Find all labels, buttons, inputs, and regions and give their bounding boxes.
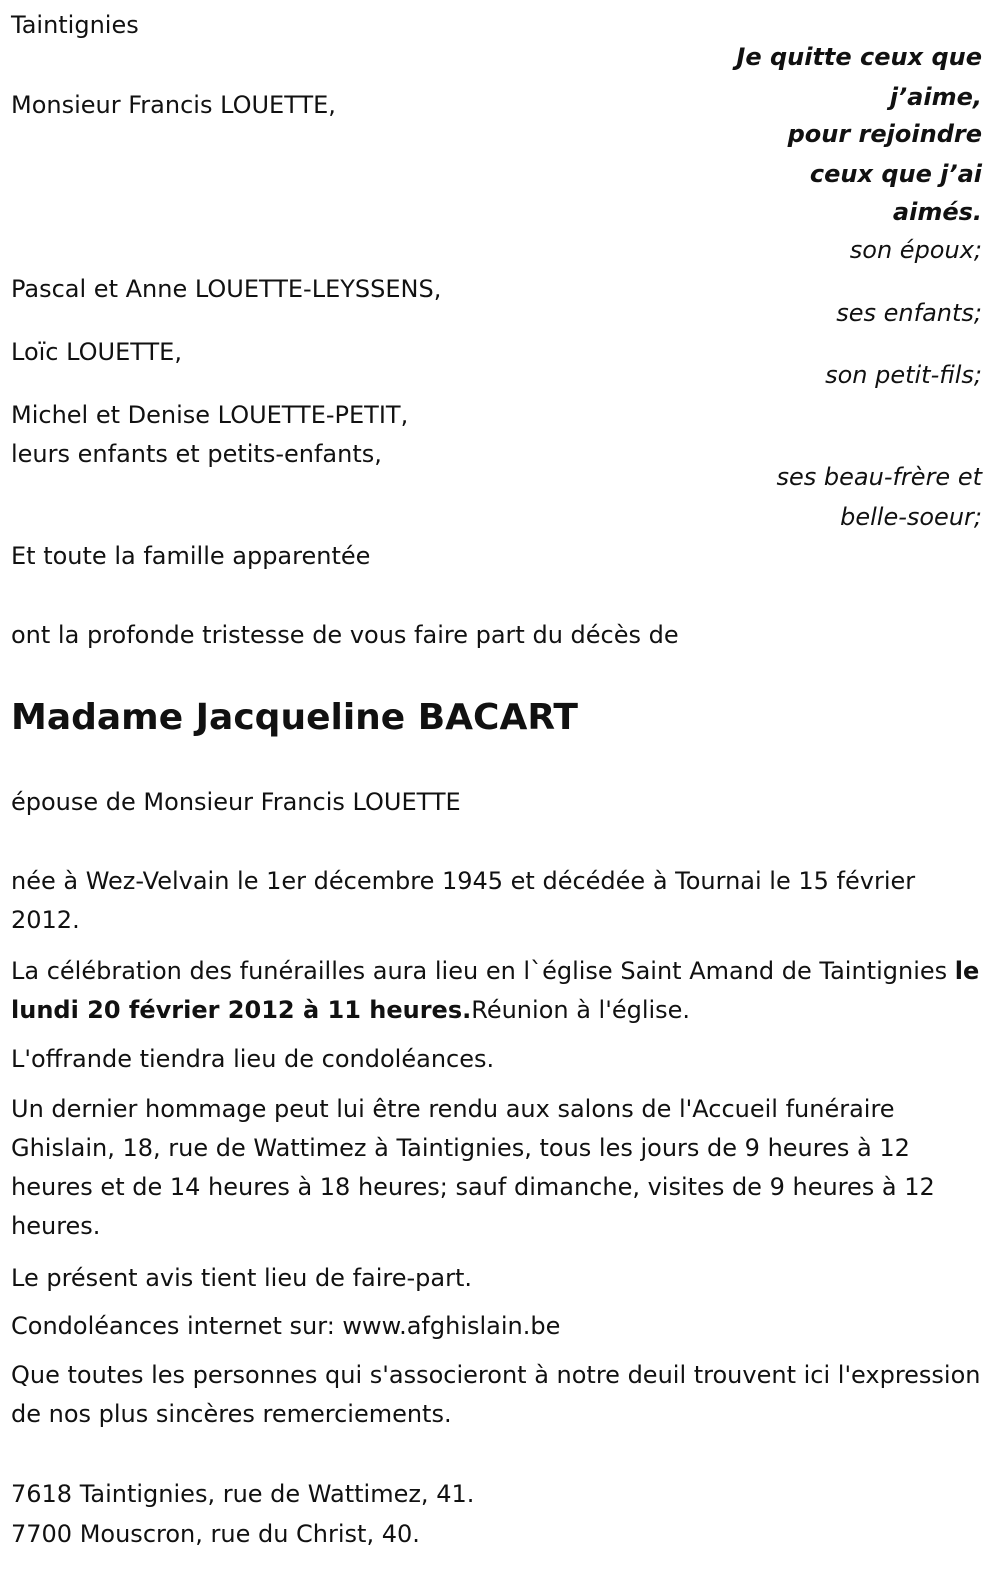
quote-line-5: aimés.: [892, 198, 982, 226]
quote-line-2: j’aime,: [889, 83, 982, 111]
quote-line-1: Je quitte ceux que: [736, 43, 982, 71]
grandson-name: Loïc LOUETTE,: [11, 338, 182, 366]
children-names: Pascal et Anne LOUETTE-LEYSSENS,: [11, 275, 442, 303]
address-2: 7700 Mouscron, rue du Christ, 40.: [11, 1520, 420, 1548]
children-role: ses enfants;: [836, 299, 982, 327]
address-1: 7618 Taintignies, rue de Wattimez, 41.: [11, 1480, 475, 1508]
inlaws-role-line-1: ses beau-frère et: [776, 463, 982, 491]
announcement-intro: ont la profonde tristesse de vous faire part du décès de: [11, 621, 679, 649]
tribute-info: Un dernier hommage peut lui être rendu aux salons de l'Accueil funéraire Ghislain, 18, rue de Wattimez à Taintignies, tous les jours de 9 heures à 12 heures et de 14 heures à 18 heures; sauf dimanche, visites de 9 heures à 12 heures.: [11, 1095, 935, 1240]
birth-death-dates: née à Wez-Velvain le 1er décembre 1945 et décédée à Tournai le 15 février 2012.: [11, 867, 916, 934]
quote-line-4: ceux que j’ai: [809, 160, 982, 188]
husband-name: Monsieur Francis LOUETTE,: [11, 91, 336, 119]
condolences-line: Condoléances internet sur: www.afghislain.be: [11, 1312, 561, 1340]
deceased-name: Madame Jacqueline BACART: [11, 697, 578, 738]
city-header: Taintignies: [11, 11, 139, 39]
inlaws-names: Michel et Denise LOUETTE-PETIT,: [11, 401, 409, 429]
inlaws-role-line-2: belle-soeur;: [840, 503, 982, 531]
funeral-info: [11, 952, 986, 1030]
offering-note: L'offrande tiendra lieu de condoléances.: [11, 1045, 495, 1073]
spouse-line: épouse de Monsieur Francis LOUETTE: [11, 788, 461, 816]
extended-family: Et toute la famille apparentée: [11, 542, 371, 570]
quote-line-3: pour rejoindre: [787, 120, 982, 148]
husband-role: son époux;: [849, 236, 982, 264]
grandson-role: son petit-fils;: [825, 361, 982, 389]
funeral-meeting: Réunion à l'église.: [471, 996, 691, 1024]
funeral-location: La célébration des funérailles aura lieu en l`église Saint Amand de Taintignies: [11, 957, 955, 985]
notice-line: Le présent avis tient lieu de faire-part.: [11, 1264, 473, 1292]
funeral-date: le lundi 20 février 2012 à 11 heures.: [11, 957, 980, 1024]
inlaws-descendants: leurs enfants et petits-enfants,: [11, 440, 382, 468]
thanks-text: Que toutes les personnes qui s'associeront à notre deuil trouvent ici l'expression de nos plus sincères remerciements.: [11, 1361, 981, 1428]
